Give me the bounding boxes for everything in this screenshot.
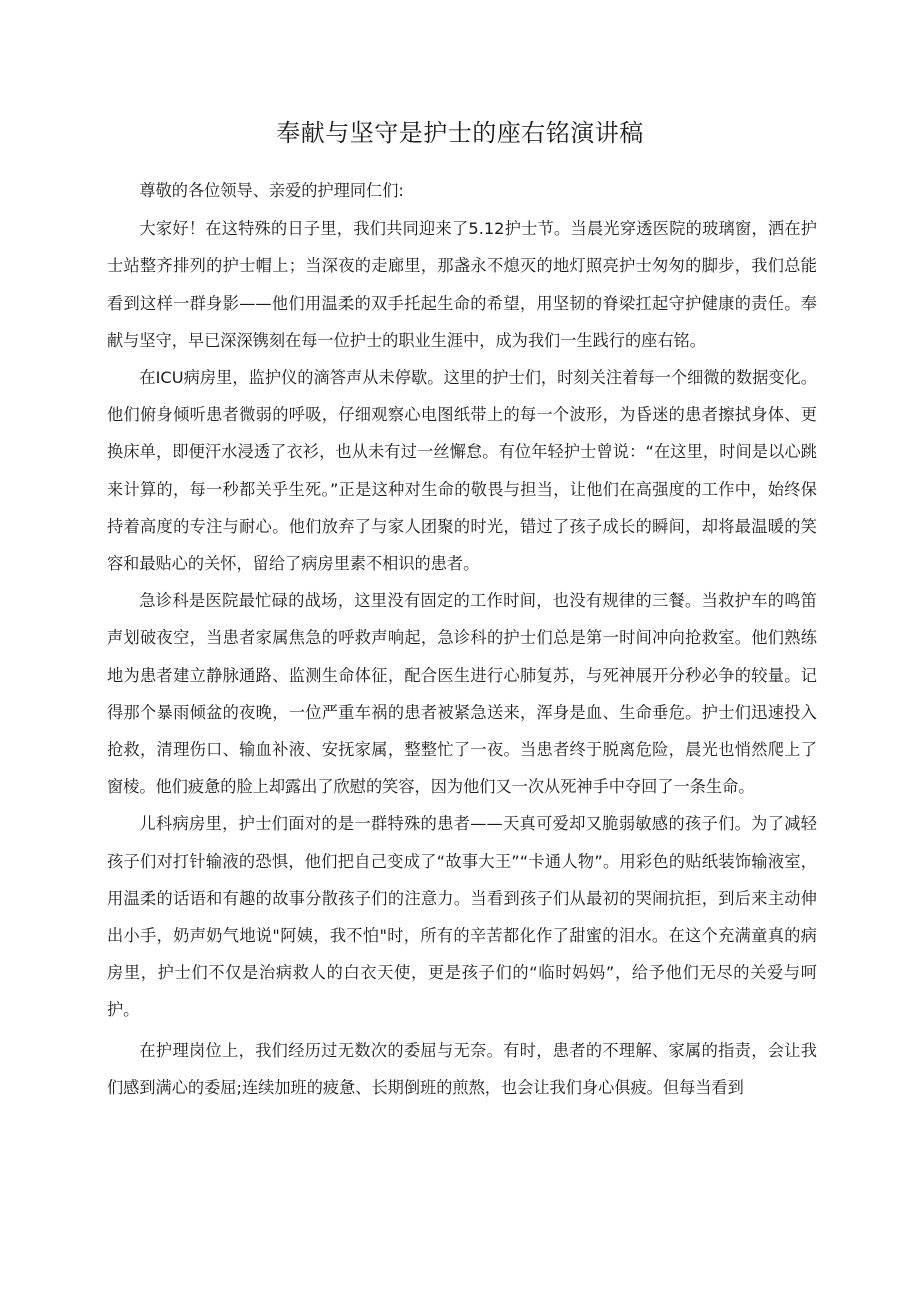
paragraph-icu: 在ICU病房里，监护仪的滴答声从未停歇。这里的护士们，时刻关注着每一个细微的数据变化。他们俯身倾听患者微弱的呼吸，仔细观察心电图纸带上的每一个波形，为昏迷的患者擦拭身体、更换床单，即便汗水浸透了衣衫，也从未有过一丝懈怠。有位年轻护士曾说：“在这里，时间是以心跳来计算的，每一秒都关乎生死。”正是这种对生命的敬畏与担当，让他们在高强度的工作中，始终保持着高度的专注与耐心。他们放弃了与家人团聚的时光，错过了孩子成长的瞬间，却将最温暖的笑容和最贴心的关怀，留给了病房里素不相识的患者。 [107, 368, 817, 574]
document-title: 奉献与坚守是护士的座右铭演讲稿 [276, 119, 644, 147]
salutation: 尊敬的各位领导、亲爱的护理同仁们: [139, 181, 404, 200]
document-body [107, 172, 817, 1106]
paragraph-hardships: 在护理岗位上，我们经历过无数次的委屈与无奈。有时，患者的不理解、家属的指责，会让我们感到满心的委屈;连续加班的疲惫、长期倒班的煎熬，也会让我们身心俱疲。但每当看到 [107, 1040, 817, 1097]
paragraph-greeting: 大家好！在这特殊的日子里，我们共同迎来了5.12护士节。当晨光穿透医院的玻璃窗，洒在护士站整齐排列的护士帽上；当深夜的走廊里，那盏永不熄灭的地灯照亮护士匆匆的脚步，我们总能看到这样一群身影——他们用温柔的双手托起生命的希望，用坚韧的脊梁扛起守护健康的责任。奉献与坚守，早已深深镌刻在每一位护士的职业生涯中，成为我们一生践行的座右铭。 [107, 219, 817, 350]
paragraph-emergency: 急诊科是医院最忙碌的战场，这里没有固定的工作时间，也没有规律的三餐。当救护车的鸣笛声划破夜空，当患者家属焦急的呼救声响起，急诊科的护士们总是第一时间冲向抢救室。他们熟练地为患者建立静脉通路、监测生命体征，配合医生进行心肺复苏，与死神展开分秒必争的较量。记得那个暴雨倾盆的夜晚，一位严重车祸的患者被紧急送来，浑身是血、生命垂危。护士们迅速投入抢救，清理伤口、输血补液、安抚家属，整整忙了一夜。当患者终于脱离危险，晨光也悄然爬上了窗棱。他们疲惫的脸上却露出了欣慰的笑容，因为他们又一次从死神手中夺回了一条生命。 [107, 591, 817, 797]
paragraph-pediatrics: 儿科病房里，护士们面对的是一群特殊的患者——天真可爱却又脆弱敏感的孩子们。为了减轻孩子们对打针输液的恐惧，他们把自己变成了“故事大王”“卡通人物”。用彩色的贴纸装饰输液室，用温柔的话语和有趣的故事分散孩子们的注意力。当看到孩子们从最初的哭闹抗拒，到后来主动伸出小手，奶声奶气地说"阿姨，我不怕"时，所有的辛苦都化作了甜蜜的泪水。在这个充满童真的病房里，护士们不仅是治病救人的白衣天使，更是孩子们的“临时妈妈”，给予他们无尽的关爱与呵护。 [107, 814, 817, 1020]
